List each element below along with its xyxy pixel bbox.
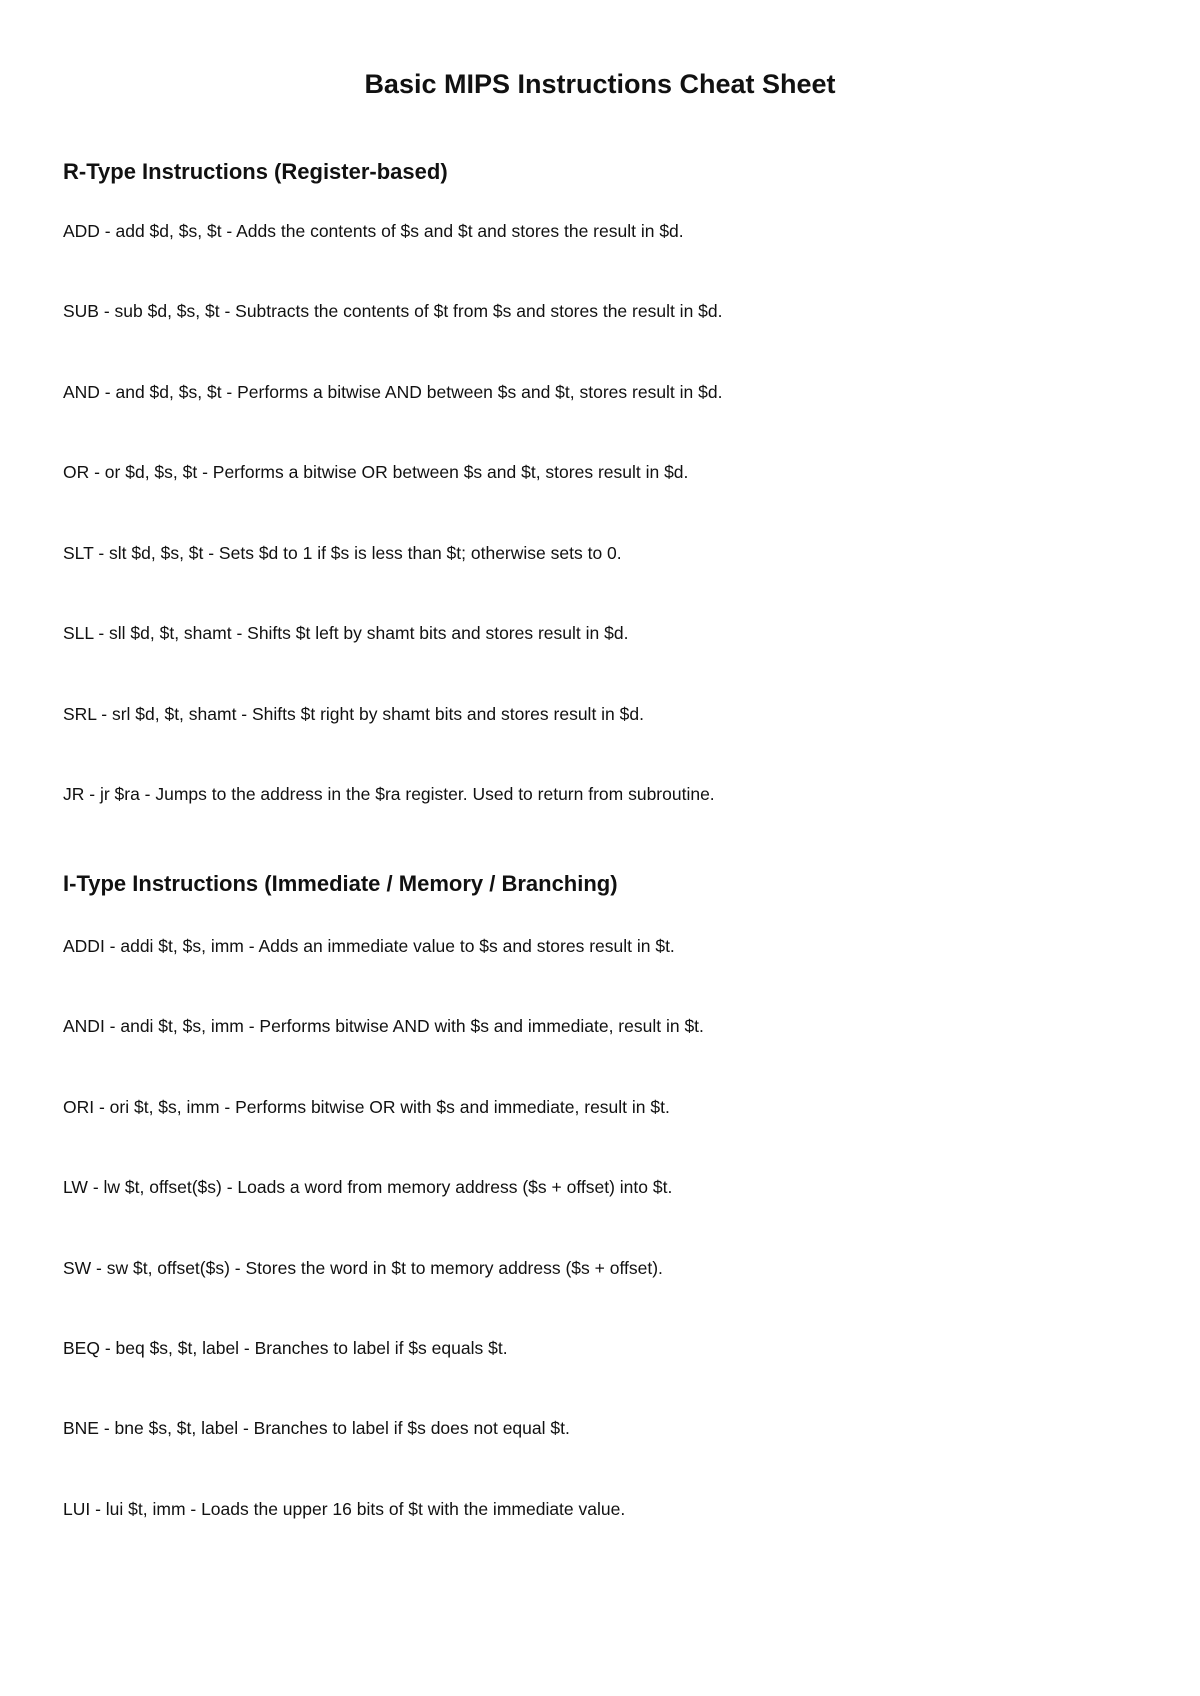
instruction-bne: BNE - bne $s, $t, label - Branches to label if $s does not equal $t. — [63, 1418, 570, 1438]
instruction-srl: SRL - srl $d, $t, shamt - Shifts $t right by shamt bits and stores result in $d. — [63, 704, 644, 724]
section-heading-i-type: I-Type Instructions (Immediate / Memory / Branching) — [63, 871, 618, 896]
instruction-sw: SW - sw $t, offset($s) - Stores the word in $t to memory address ($s + offset). — [63, 1258, 663, 1278]
section-heading-r-type: R-Type Instructions (Register-based) — [63, 159, 448, 184]
instruction-jr: JR - jr $ra - Jumps to the address in the $ra register. Used to return from subroutine. — [63, 784, 715, 804]
instruction-add: ADD - add $d, $s, $t - Adds the contents of $s and $t and stores the result in $d. — [63, 221, 684, 241]
instruction-lui: LUI - lui $t, imm - Loads the upper 16 bits of $t with the immediate value. — [63, 1499, 626, 1519]
instruction-lw: LW - lw $t, offset($s) - Loads a word from memory address ($s + offset) into $t. — [63, 1177, 673, 1197]
page-title: Basic MIPS Instructions Cheat Sheet — [364, 69, 836, 99]
instruction-andi: ANDI - andi $t, $s, imm - Performs bitwise AND with $s and immediate, result in $t. — [63, 1016, 704, 1036]
instruction-beq: BEQ - beq $s, $t, label - Branches to label if $s equals $t. — [63, 1338, 508, 1358]
instruction-and: AND - and $d, $s, $t - Performs a bitwise AND between $s and $t, stores result in $d. — [63, 382, 723, 402]
instruction-ori: ORI - ori $t, $s, imm - Performs bitwise OR with $s and immediate, result in $t. — [63, 1097, 670, 1117]
instruction-addi: ADDI - addi $t, $s, imm - Adds an immediate value to $s and stores result in $t. — [63, 936, 675, 956]
instruction-or: OR - or $d, $s, $t - Performs a bitwise OR between $s and $t, stores result in $d. — [63, 462, 689, 482]
instruction-slt: SLT - slt $d, $s, $t - Sets $d to 1 if $s is less than $t; otherwise sets to 0. — [63, 543, 622, 563]
instruction-sub: SUB - sub $d, $s, $t - Subtracts the contents of $t from $s and stores the result in $d. — [63, 301, 723, 321]
instruction-sll: SLL - sll $d, $t, shamt - Shifts $t left by shamt bits and stores result in $d. — [63, 623, 629, 643]
